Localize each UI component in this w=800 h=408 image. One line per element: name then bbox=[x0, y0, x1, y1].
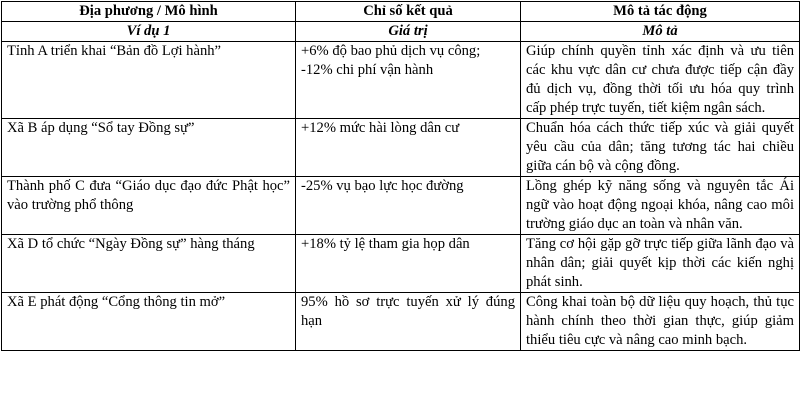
result-cell: +6% độ bao phủ dịch vụ công; -12% chi phí vận hành bbox=[296, 42, 521, 119]
impact-cell: Tăng cơ hội gặp gỡ trực tiếp giữa lãnh đạo và nhân dân; giải quyết kịp thời các kiến nghị phát sinh. bbox=[521, 235, 800, 293]
model-cell: Xã E phát động “Cổng thông tin mở” bbox=[2, 293, 296, 351]
result-cell: -25% vụ bạo lực học đường bbox=[296, 177, 521, 235]
impact-cell: Chuẩn hóa cách thức tiếp xúc và giải quyết yêu cầu của dân; tăng tương tác hai chiều giữa cán bộ và cộng đồng. bbox=[521, 119, 800, 177]
result-cell: +12% mức hài lòng dân cư bbox=[296, 119, 521, 177]
subheader-row bbox=[2, 22, 800, 42]
impact-cell: Giúp chính quyền tỉnh xác định và ưu tiên các khu vực dân cư chưa được tiếp cận đầy đủ dịch vụ, đồng thời tối ưu hóa quy trình cấp phép trực tuyến, tiết kiệm ngân sách. bbox=[521, 42, 800, 119]
subheader-model: Ví dụ 1 bbox=[2, 22, 296, 42]
subheader-result: Giá trị bbox=[296, 22, 521, 42]
header-impact: Mô tả tác động bbox=[521, 2, 800, 22]
model-cell: Tỉnh A triển khai “Bản đồ Lợi hành” bbox=[2, 42, 296, 119]
subheader-impact: Mô tả bbox=[521, 22, 800, 42]
table-row bbox=[2, 119, 800, 177]
table-row bbox=[2, 293, 800, 351]
model-cell: Thành phố C đưa “Giáo dục đạo đức Phật học” vào trường phổ thông bbox=[2, 177, 296, 235]
table-row bbox=[2, 235, 800, 293]
model-cell: Xã D tổ chức “Ngày Đồng sự” hàng tháng bbox=[2, 235, 296, 293]
impact-cell: Lồng ghép kỹ năng sống và nguyên tắc Ái ngữ vào hoạt động ngoại khóa, nâng cao môi trường giáo dục an toàn và nhân văn. bbox=[521, 177, 800, 235]
table-row bbox=[2, 177, 800, 235]
result-cell: 95% hồ sơ trực tuyến xử lý đúng hạn bbox=[296, 293, 521, 351]
impact-table bbox=[1, 1, 800, 351]
result-cell: +18% tỷ lệ tham gia họp dân bbox=[296, 235, 521, 293]
model-cell: Xã B áp dụng “Sổ tay Đồng sự” bbox=[2, 119, 296, 177]
header-result: Chỉ số kết quả bbox=[296, 2, 521, 22]
impact-cell: Công khai toàn bộ dữ liệu quy hoạch, thủ tục hành chính theo thời gian thực, giúp giảm thiểu tiêu cực và nâng cao minh bạch. bbox=[521, 293, 800, 351]
header-model: Địa phương / Mô hình bbox=[2, 2, 296, 22]
header-row bbox=[2, 2, 800, 22]
table-row bbox=[2, 42, 800, 119]
